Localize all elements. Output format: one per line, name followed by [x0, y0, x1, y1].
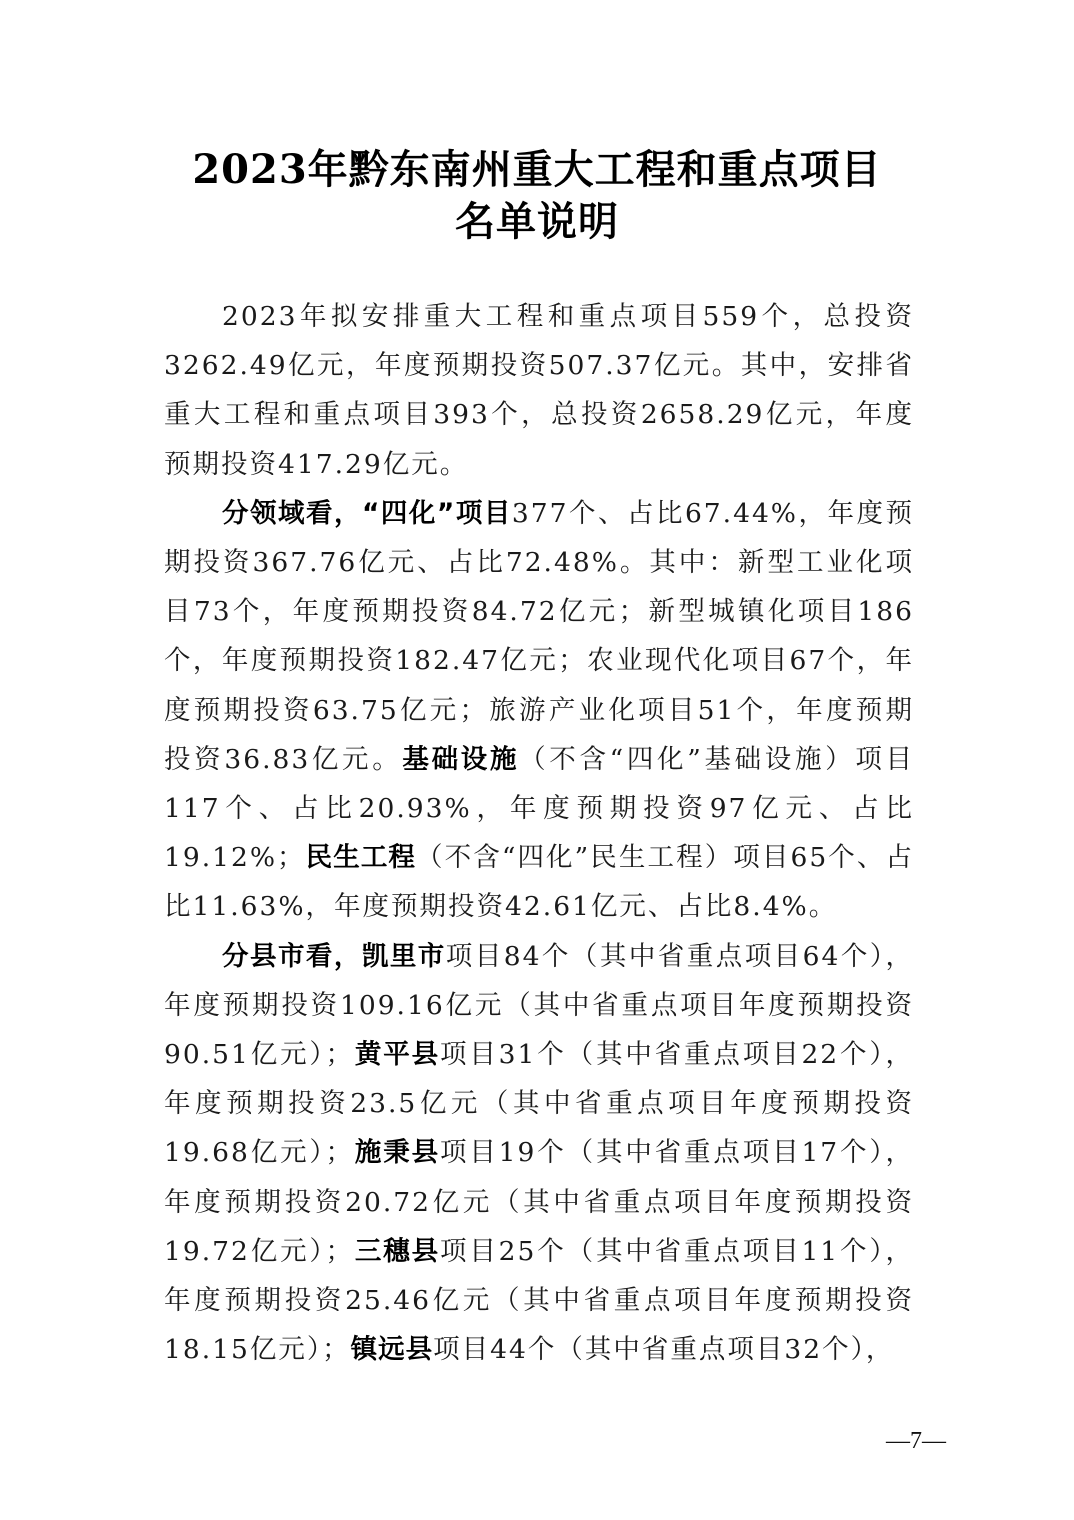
heading-by-field: 分领域看，“四化”项目: [222, 497, 512, 529]
text-huangping: 项目31个（其中省重点项目22个），年度预期投资23.5亿元（其中省重点项目年度预期投资19.68亿元）；: [164, 1039, 914, 1169]
text-sihua: 377个、占比67.44%，年度预期投资367.76亿元、占比72.48%。其中：新型工业化项目73个，年度预期投资84.72亿元；新型城镇化项目186个，年度预期投资182.47亿元；农业现代化项目67个，年度预期投资63.75亿元；旅游产业化项目51个，年度预期投资36.83亿元。: [164, 497, 914, 775]
county-sansui: 三穗县: [354, 1235, 440, 1267]
heading-infrastructure: 基础设施: [402, 743, 520, 775]
text-sansui: 项目25个（其中省重点项目11个），年度预期投资25.46亿元（其中省重点项目年度预期投资18.15亿元）；: [164, 1235, 914, 1366]
county-shibing: 施秉县: [354, 1137, 440, 1169]
county-kaili: 凯里市: [361, 940, 446, 972]
paragraph-overview: 2023年拟安排重大工程和重点项目559个，总投资3262.49亿元，年度预期投资507.37亿元。其中，安排省重大工程和重点项目393个，总投资2658.29亿元，年度预期投资417.29亿元。: [164, 301, 914, 480]
text-infrastructure: （不含“四化”基础设施）项目117个、占比20.93%，年度预期投资97亿元、占比19.12%；: [164, 743, 914, 874]
heading-by-county: 分县市看，: [222, 940, 362, 972]
text-zhenyuan: 项目44个（其中省重点项目32个），: [433, 1334, 895, 1366]
paragraph-by-county: [164, 932, 914, 1375]
document-title-line-2: 名单说明: [455, 198, 619, 245]
text-livelihood: （不含“四化”民生工程）项目65个、占比11.63%，年度预期投资42.61亿元、占比8.4%。: [164, 842, 914, 923]
text-kaili: 项目84个（其中省重点项目64个），年度预期投资109.16亿元（其中省重点项目年度预期投资90.51亿元）；: [164, 940, 915, 1071]
document-title-line-1: 2023年黔东南州重大工程和重点项目: [192, 146, 882, 193]
county-zhenyuan: 镇远县: [350, 1334, 434, 1366]
paragraph-by-field: [164, 489, 914, 932]
text-shibing: 项目19个（其中省重点项目17个），年度预期投资20.72亿元（其中省重点项目年度预期投资19.72亿元）；: [164, 1137, 914, 1267]
heading-livelihood: 民生工程: [305, 842, 417, 874]
page-number: —7—: [886, 1428, 946, 1454]
county-huangping: 黄平县: [354, 1039, 440, 1071]
document-body: [164, 292, 914, 1374]
